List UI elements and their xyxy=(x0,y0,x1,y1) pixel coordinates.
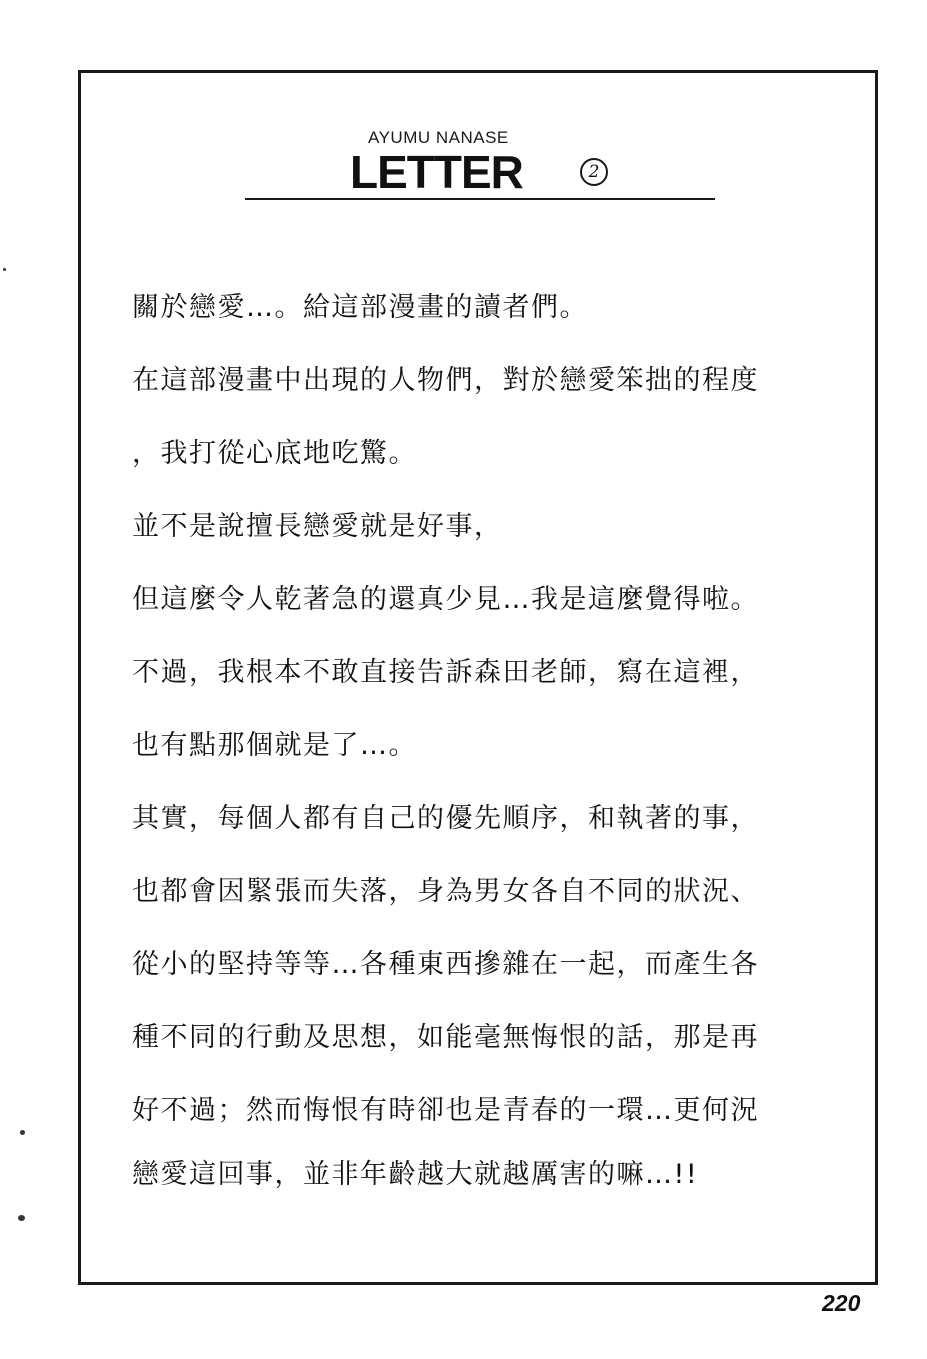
body-line-9: 也都會因緊張而失落，身為男女各自不同的狀況、 xyxy=(132,876,759,907)
page-title: LETTER xyxy=(350,146,523,198)
body-line-3: ，我打從心底地吃驚。 xyxy=(132,438,417,469)
author-name: AYUMU NANASE xyxy=(368,128,509,147)
body-line-4: 並不是說擅長戀愛就是好事， xyxy=(132,511,503,542)
body-line-13: 戀愛這回事，並非年齡越大就越厲害的嘛…!! xyxy=(132,1159,699,1190)
body-line-5: 但這麼令人乾著急的還真少見…我是這麼覺得啦。 xyxy=(132,584,759,615)
body-line-11: 種不同的行動及思想，如能毫無悔恨的話，那是再 xyxy=(132,1022,759,1053)
title-underline xyxy=(245,198,715,200)
body-line-12: 好不過；然而悔恨有時卻也是青春的一環…更何況 xyxy=(132,1095,759,1126)
body-line-1: 關於戀愛…。給這部漫畫的讀者們。 xyxy=(132,292,588,323)
scan-speck xyxy=(20,1130,25,1135)
letter-number-badge: 2 xyxy=(580,158,608,186)
body-line-2: 在這部漫畫中出現的人物們，對於戀愛笨拙的程度 xyxy=(132,365,759,396)
body-line-8: 其實，每個人都有自己的優先順序，和執著的事， xyxy=(132,803,759,834)
scan-speck xyxy=(18,1215,25,1221)
body-line-10: 從小的堅持等等…各種東西摻雜在一起，而產生各 xyxy=(132,949,759,980)
body-line-7: 也有點那個就是了…。 xyxy=(132,730,417,761)
scan-speck xyxy=(3,268,6,271)
body-line-6: 不過，我根本不敢直接告訴森田老師，寫在這裡， xyxy=(132,657,759,688)
page-number: 220 xyxy=(822,1290,861,1316)
